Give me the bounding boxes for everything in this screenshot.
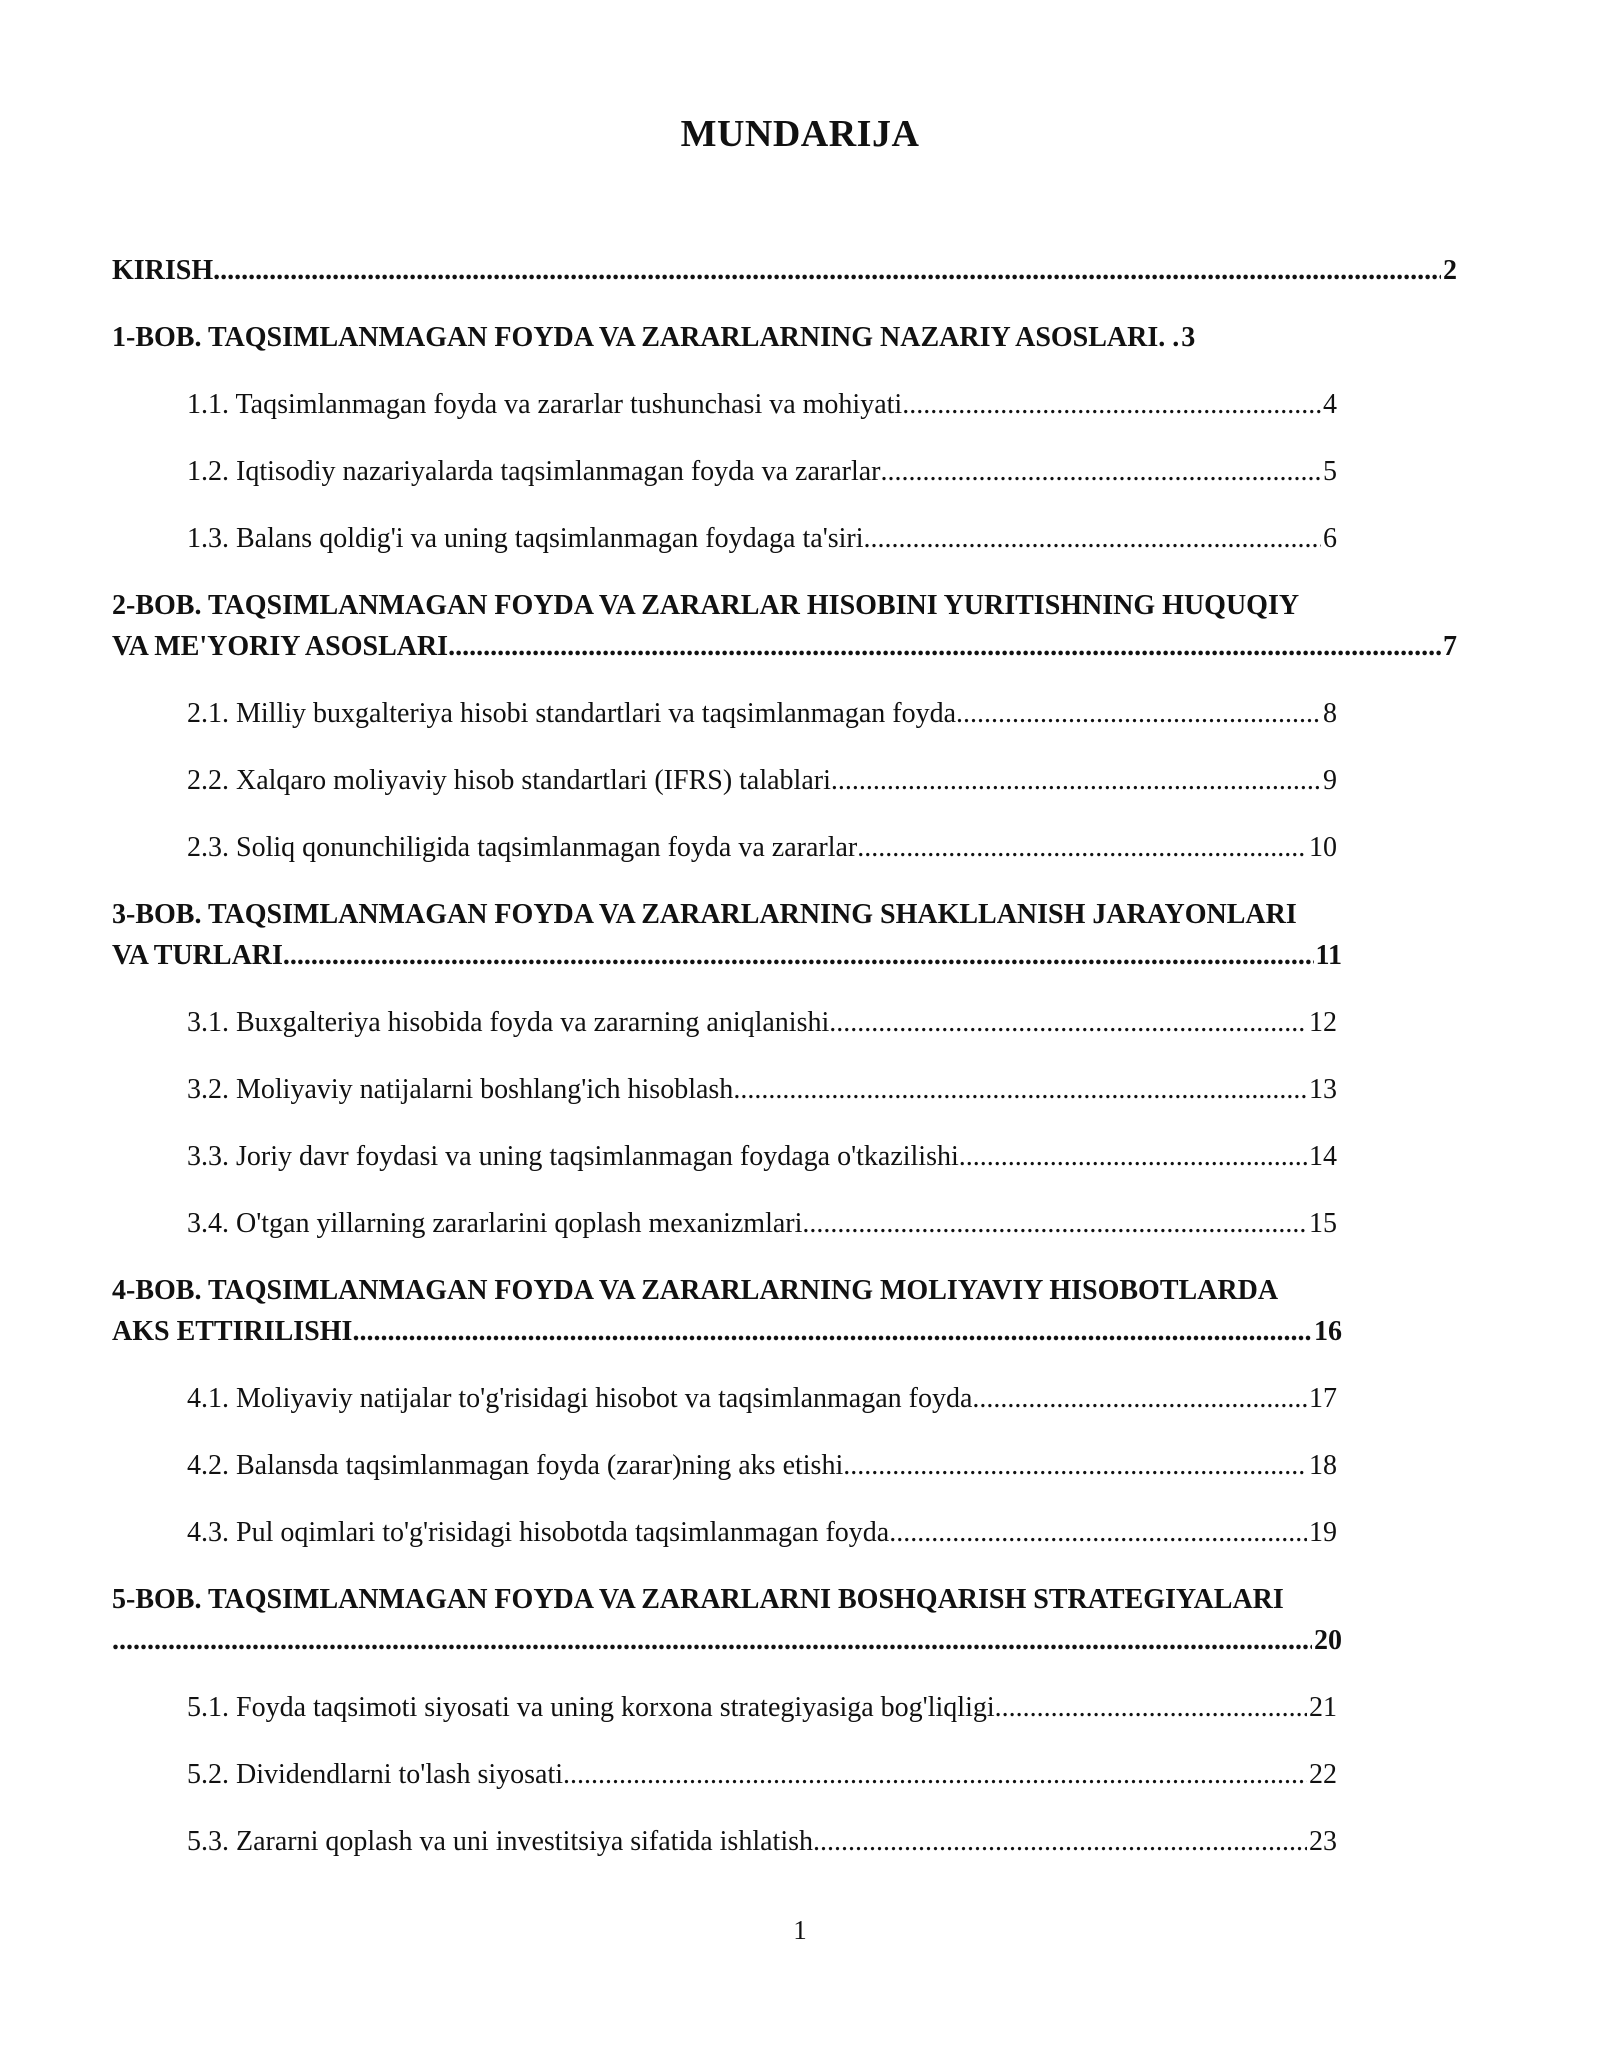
- toc-label: 1-BOB. TAQSIMLANMAGAN FOYDA VA ZARARLARNING NAZARIY ASOSLARI. .: [112, 322, 1180, 353]
- dot-leader: [902, 384, 1321, 425]
- toc-page: 21: [1309, 1692, 1337, 1723]
- toc-label-line1: 2-BOB. TAQSIMLANMAGAN FOYDA VA ZARARLAR HISOBINI YURITISHNING HUQUQIY: [112, 590, 1300, 621]
- toc-entry-chapter-1[interactable]: [112, 317, 1457, 358]
- toc-label-line1: 5-BOB. TAQSIMLANMAGAN FOYDA VA ZARARLARNI BOSHQARISH STRATEGIYALARI: [112, 1584, 1284, 1615]
- dot-leader: [843, 1445, 1307, 1486]
- dot-leader: [972, 1378, 1307, 1419]
- toc-entry-2-2[interactable]: [112, 760, 1337, 801]
- dot-leader: [956, 693, 1321, 734]
- dot-leader: [889, 1512, 1307, 1553]
- dot-leader: [829, 1002, 1307, 1043]
- toc-label-line2: AKS ETTIRILISHI: [112, 1316, 353, 1347]
- toc-entry-1-3[interactable]: [112, 518, 1337, 559]
- toc-label: 5.3. Zararni qoplash va uni investitsiya sifatida ishlatish: [187, 1826, 813, 1857]
- toc-label: 2.2. Xalqaro moliyaviy hisob standartlari (IFRS) talablari: [187, 765, 831, 796]
- toc-page: 9: [1323, 765, 1337, 796]
- toc-label-line2: VA ME'YORIY ASOSLARI: [112, 631, 449, 662]
- toc-page: 17: [1309, 1383, 1337, 1414]
- toc-entry-kirish[interactable]: [112, 250, 1457, 291]
- toc-page: 14: [1309, 1141, 1337, 1172]
- toc-page: 6: [1323, 523, 1337, 554]
- toc-entry-chapter-2[interactable]: [112, 585, 1457, 667]
- toc-label: 3.2. Moliyaviy natijalarni boshlang'ich hisoblash: [187, 1074, 734, 1105]
- dot-leader: [733, 1069, 1307, 1110]
- toc-page: 15: [1309, 1208, 1337, 1239]
- toc-label: 2.1. Milliy buxgalteriya hisobi standartlari va taqsimlanmagan foyda: [187, 698, 957, 729]
- toc-entry-3-2[interactable]: [112, 1069, 1337, 1110]
- toc-page: 20: [1314, 1625, 1342, 1656]
- toc-entry-1-2[interactable]: [112, 451, 1337, 492]
- toc-entry-5-1[interactable]: [112, 1687, 1337, 1728]
- toc-entry-4-2[interactable]: [112, 1445, 1337, 1486]
- toc-label-line2: VA TURLARI: [112, 940, 283, 971]
- dot-leader: [864, 518, 1321, 559]
- toc-page: 7: [1443, 631, 1457, 662]
- toc-label: 1.3. Balans qoldig'i va uning taqsimlanmagan foydaga ta'siri: [187, 523, 864, 554]
- dot-leader: [813, 1821, 1307, 1862]
- dot-leader: [563, 1754, 1307, 1795]
- dot-leader: [802, 1203, 1307, 1244]
- toc-label: KIRISH: [112, 255, 214, 286]
- toc-label: 3.4. O'tgan yillarning zararlarini qoplash mexanizmlari: [187, 1208, 803, 1239]
- page-title: MUNDARIJA: [680, 113, 920, 155]
- toc-page: 23: [1309, 1826, 1337, 1857]
- toc-label: 4.3. Pul oqimlari to'g'risidagi hisobotda taqsimlanmagan foyda: [187, 1517, 890, 1548]
- toc-entry-chapter-5[interactable]: [112, 1579, 1457, 1661]
- dot-leader: [880, 451, 1321, 492]
- toc-entry-5-2[interactable]: [112, 1754, 1337, 1795]
- toc-label-line1: 3-BOB. TAQSIMLANMAGAN FOYDA VA ZARARLARNING SHAKLLANISH JARAYONLARI: [112, 899, 1297, 930]
- toc-page: 5: [1323, 456, 1337, 487]
- toc-entry-2-1[interactable]: [112, 693, 1337, 734]
- toc-label: 1.2. Iqtisodiy nazariyalarda taqsimlanmagan foyda va zararlar: [187, 456, 881, 487]
- toc-label: 2.3. Soliq qonunchiligida taqsimlanmagan foyda va zararlar: [187, 832, 858, 863]
- toc-page: 13: [1309, 1074, 1337, 1105]
- toc-entry-5-3[interactable]: [112, 1821, 1337, 1862]
- toc-label: 4.1. Moliyaviy natijalar to'g'risidagi hisobot va taqsimlanmagan foyda: [187, 1383, 973, 1414]
- toc-entry-2-3[interactable]: [112, 827, 1337, 868]
- toc-page: 8: [1323, 698, 1337, 729]
- toc-entry-1-1[interactable]: [112, 384, 1337, 425]
- toc-entry-3-4[interactable]: [112, 1203, 1337, 1244]
- toc-page: 10: [1309, 832, 1337, 863]
- dot-leader: [448, 626, 1441, 667]
- toc-page: 18: [1309, 1450, 1337, 1481]
- dot-leader: [995, 1687, 1307, 1728]
- toc-page: 11: [1315, 940, 1342, 971]
- toc-label: 4.2. Balansda taqsimlanmagan foyda (zarar)ning aks etishi: [187, 1450, 844, 1481]
- toc-label-line1: 4-BOB. TAQSIMLANMAGAN FOYDA VA ZARARLARNING MOLIYAVIY HISOBOTLARDA: [112, 1275, 1279, 1306]
- toc-page: 12: [1309, 1007, 1337, 1038]
- dot-leader: [352, 1311, 1312, 1352]
- toc-page: 4: [1323, 389, 1337, 420]
- toc-label: 5.1. Foyda taqsimoti siyosati va uning korxona strategiyasiga bog'liqligi: [187, 1692, 995, 1723]
- toc-entry-chapter-3[interactable]: [112, 894, 1457, 976]
- toc-entry-4-1[interactable]: [112, 1378, 1337, 1419]
- toc-entry-3-3[interactable]: [112, 1136, 1337, 1177]
- toc-label: 3.3. Joriy davr foydasi va uning taqsimlanmagan foydaga o'tkazilishi: [187, 1141, 959, 1172]
- dot-leader: [959, 1136, 1307, 1177]
- dot-leader: [283, 935, 1314, 976]
- toc-page: 22: [1309, 1759, 1337, 1790]
- toc-label: 5.2. Dividendlarni to'lash siyosati: [187, 1759, 564, 1790]
- toc-page: 2: [1443, 255, 1457, 286]
- toc-label: 1.1. Taqsimlanmagan foyda va zararlar tushunchasi va mohiyati: [187, 389, 903, 420]
- toc-entry-3-1[interactable]: [112, 1002, 1337, 1043]
- page-number: 1: [793, 1915, 807, 1945]
- toc-label: 3.1. Buxgalteriya hisobida foyda va zararning aniqlanishi: [187, 1007, 830, 1038]
- toc-entry-4-3[interactable]: [112, 1512, 1337, 1553]
- dot-leader: [857, 827, 1307, 868]
- dot-leader: [831, 760, 1321, 801]
- toc-page: 3: [1181, 322, 1196, 353]
- toc-page: 19: [1309, 1517, 1337, 1548]
- toc-entry-chapter-4[interactable]: [112, 1270, 1457, 1352]
- dot-leader: [213, 250, 1441, 291]
- toc-page: 16: [1314, 1316, 1342, 1347]
- table-of-contents: [112, 250, 1457, 1862]
- dot-leader: [112, 1620, 1312, 1661]
